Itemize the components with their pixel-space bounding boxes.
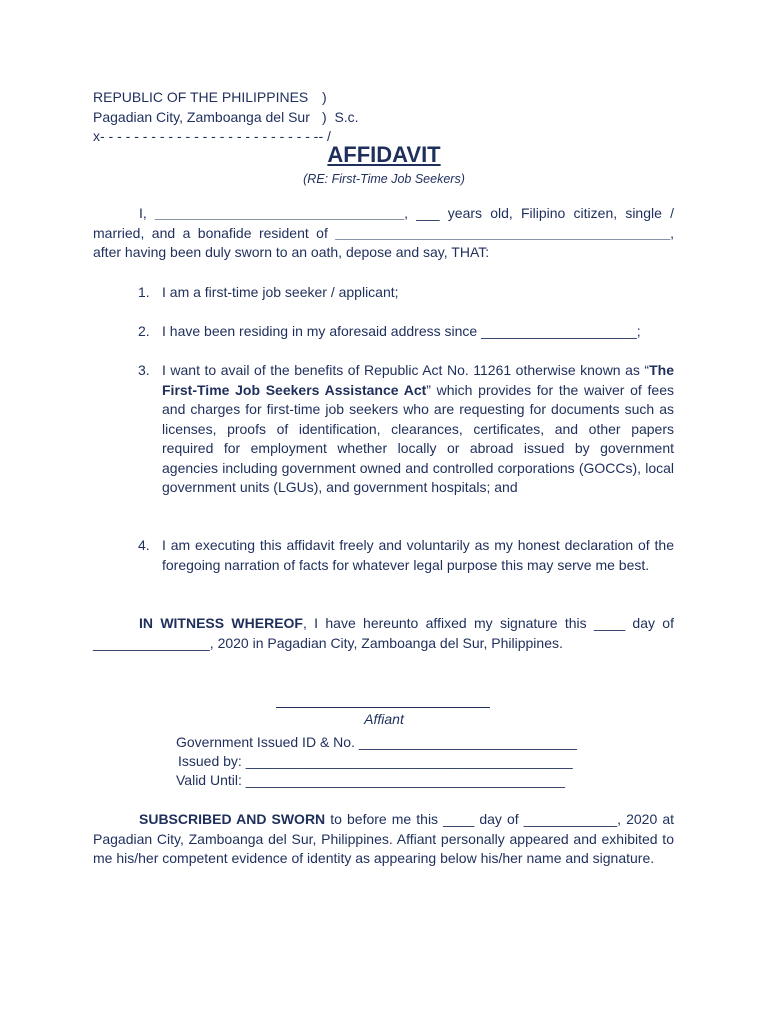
witness-text: , I have hereunto affixed my signature this ____ day of _______________, 2020 in Pagadian City, Zamboanga del Sur, Philippines. xyxy=(93,615,674,651)
witness-heading: IN WITNESS WHEREOF xyxy=(139,615,303,631)
item-text-post: ” which provides for the waiver of fees and charges for first-time job seekers who are requesting for documents such as licenses, proofs of identification, clearances, certificates, and other papers required for employment whether locally or abroad issued by government agencies including government owned and controlled corporations (GOCCs), local government units (LGUs), and government hospitals; and xyxy=(162,381,674,495)
caption-sc: ) S.c. xyxy=(322,108,359,125)
name-blank: ________________________________ xyxy=(154,205,405,221)
government-id-line: Government Issued ID & No. ____________________________ xyxy=(176,734,577,750)
list-item xyxy=(138,283,674,303)
document-subtitle: (RE: First-Time Job Seekers) xyxy=(303,172,465,186)
valid-until-line: Valid Until: _________________________________________ xyxy=(176,772,565,788)
act-name: The First-Time Job Seekers Assistance Act xyxy=(162,362,674,398)
caption-city: Pagadian City, Zamboanga del Sur xyxy=(93,108,310,125)
jurat-paragraph xyxy=(93,810,674,869)
intro-paragraph xyxy=(93,204,674,263)
affiant-label: Affiant xyxy=(364,711,404,727)
witness-paragraph xyxy=(93,614,674,653)
item-text: I am a first-time job seeker / applicant; xyxy=(162,284,399,300)
caption-separator: x- - - - - - - - - - - - - - - - - - - - - - - - - -- / xyxy=(93,128,331,144)
item-number: 1. xyxy=(138,284,150,300)
issued-by-line: Issued by: __________________________________________ xyxy=(178,753,573,769)
signature-line xyxy=(276,707,490,708)
caption-paren-1: ) xyxy=(322,89,327,105)
venue-caption xyxy=(93,88,359,147)
list-item xyxy=(138,361,674,498)
intro-part-1: I, xyxy=(139,205,155,221)
item-text xyxy=(162,361,674,498)
document-title: AFFIDAVIT xyxy=(327,142,441,167)
caption-republic: REPUBLIC OF THE PHILIPPINES xyxy=(93,89,309,105)
jurat-text: to before me this ____ day of ____________, 2020 at Pagadian City, Zamboanga del Sur, Philippines. Affiant personally appeared and exhibited to me his/her competent evidence of identity as appearing below his/her name and signature. xyxy=(93,811,674,866)
jurat-heading: SUBSCRIBED AND SWORN xyxy=(139,811,326,827)
item-number: 2. xyxy=(138,323,150,339)
item-text: I have been residing in my aforesaid address since ____________________; xyxy=(162,323,641,339)
list-item xyxy=(138,322,674,342)
list-item xyxy=(138,536,674,575)
intro-part-3: , after having been duly sworn to an oath, depose and say, THAT: xyxy=(93,224,674,260)
item-text-pre: I want to avail of the benefits of Republic Act No. 11261 otherwise known as “ xyxy=(162,362,650,378)
intro-part-2: , ___ years old, Filipino citizen, single / married, and a bonafide resident of xyxy=(93,205,674,241)
address-blank: ___________________________________________ xyxy=(335,224,671,241)
item-number: 3. xyxy=(138,362,150,378)
item-number: 4. xyxy=(138,537,150,553)
item-text: I am executing this affidavit freely and voluntarily as my honest declaration of the foregoing narration of facts for whatever legal purpose this may serve me best. xyxy=(162,537,674,573)
